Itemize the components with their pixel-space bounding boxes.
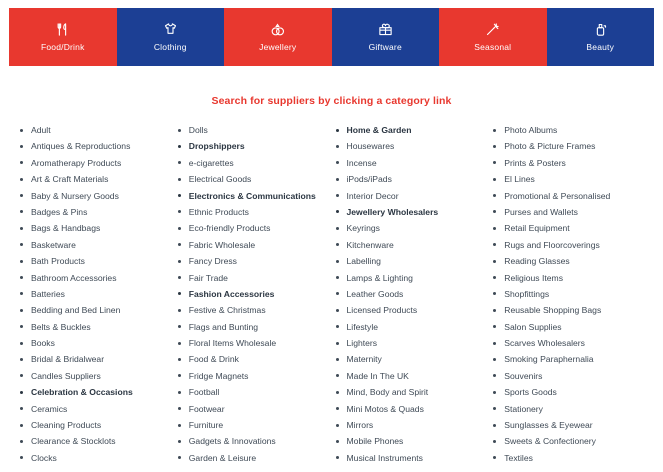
list-item[interactable]: Reading Glasses [491, 256, 649, 266]
list-item[interactable]: Rugs and Floorcoverings [491, 240, 649, 250]
list-item[interactable]: Mirrors [334, 420, 492, 430]
link-column-4 [491, 125, 649, 469]
list-item[interactable]: Floral Items Wholesale [176, 338, 334, 348]
category-tile-beauty[interactable] [547, 8, 655, 66]
page-headline: Search for suppliers by clicking a category link [211, 95, 452, 107]
rings-icon [270, 22, 285, 39]
list-item[interactable]: Festive & Christmas [176, 305, 334, 315]
list-item[interactable]: Promotional & Personalised [491, 191, 649, 201]
category-tile-giftware[interactable] [332, 8, 440, 66]
list-item[interactable]: Prints & Posters [491, 158, 649, 168]
list-item[interactable]: Fridge Magnets [176, 371, 334, 381]
list-item[interactable]: Photo Albums [491, 125, 649, 135]
list-item[interactable]: e-cigarettes [176, 158, 334, 168]
list-item[interactable]: Ethnic Products [176, 207, 334, 217]
list-item[interactable]: Retail Equipment [491, 223, 649, 233]
list-item[interactable]: Garden & Leisure [176, 453, 334, 463]
list-item[interactable]: Salon Supplies [491, 322, 649, 332]
category-label: Clothing [153, 42, 187, 52]
list-item[interactable]: Photo & Picture Frames [491, 141, 649, 151]
list-item[interactable]: Scarves Wholesalers [491, 338, 649, 348]
category-label: Food/Drink [40, 42, 85, 52]
list-item[interactable]: Interior Decor [334, 191, 492, 201]
list-item[interactable]: Furniture [176, 420, 334, 430]
list-item[interactable]: Musical Instruments [334, 453, 492, 463]
list-item[interactable]: Food & Drink [176, 354, 334, 364]
link-list [176, 125, 334, 463]
list-item[interactable]: Fabric Wholesale [176, 240, 334, 250]
list-item[interactable]: Housewares [334, 141, 492, 151]
list-item[interactable]: Electronics & Communications [176, 191, 334, 201]
list-item[interactable]: Shopfittings [491, 289, 649, 299]
list-item[interactable]: Football [176, 387, 334, 397]
list-item[interactable]: Reusable Shopping Bags [491, 305, 649, 315]
category-link-columns [0, 125, 663, 469]
list-item[interactable]: Mini Motos & Quads [334, 404, 492, 414]
list-item[interactable]: Keyrings [334, 223, 492, 233]
list-item[interactable]: Bath Products [18, 256, 176, 266]
list-item[interactable]: Maternity [334, 354, 492, 364]
perfume-icon [593, 22, 608, 39]
list-item[interactable]: Belts & Buckles [18, 322, 176, 332]
list-item[interactable]: Gadgets & Innovations [176, 436, 334, 446]
list-item[interactable]: Aromatherapy Products [18, 158, 176, 168]
list-item[interactable]: Dolls [176, 125, 334, 135]
sparkler-icon [485, 22, 500, 39]
category-tile-clothing[interactable] [117, 8, 225, 66]
list-item[interactable]: Bags & Handbags [18, 223, 176, 233]
list-item[interactable]: Incense [334, 158, 492, 168]
list-item[interactable]: Footwear [176, 404, 334, 414]
list-item[interactable]: Smoking Paraphernalia [491, 354, 649, 364]
category-label: Giftware [368, 42, 402, 52]
category-tile-food-drink[interactable] [9, 8, 117, 66]
list-item[interactable]: iPods/iPads [334, 174, 492, 184]
list-item[interactable]: Bedding and Bed Linen [18, 305, 176, 315]
link-column-3 [334, 125, 492, 469]
list-item[interactable]: Leather Goods [334, 289, 492, 299]
list-item[interactable]: Lamps & Lighting [334, 273, 492, 283]
list-item[interactable]: Sweets & Confectionery [491, 436, 649, 446]
list-item[interactable]: Eco-friendly Products [176, 223, 334, 233]
list-item[interactable]: Sports Goods [491, 387, 649, 397]
list-item[interactable]: Fancy Dress [176, 256, 334, 266]
list-item[interactable]: Kitchenware [334, 240, 492, 250]
list-item[interactable]: Lifestyle [334, 322, 492, 332]
gift-icon [378, 22, 393, 39]
list-item[interactable]: Labelling [334, 256, 492, 266]
list-item[interactable]: Mind, Body and Spirit [334, 387, 492, 397]
list-item[interactable]: Made In The UK [334, 371, 492, 381]
list-item[interactable]: Celebration & Occasions [18, 387, 176, 397]
list-item[interactable]: Clocks [18, 453, 176, 463]
tshirt-icon [163, 22, 178, 39]
list-item[interactable]: Badges & Pins [18, 207, 176, 217]
list-item[interactable]: Fashion Accessories [176, 289, 334, 299]
list-item[interactable]: Jewellery Wholesalers [334, 207, 492, 217]
list-item[interactable]: Baby & Nursery Goods [18, 191, 176, 201]
list-item[interactable]: Bathroom Accessories [18, 273, 176, 283]
cutlery-icon [55, 22, 70, 39]
list-item[interactable]: Home & Garden [334, 125, 492, 135]
list-item[interactable]: Sunglasses & Eyewear [491, 420, 649, 430]
list-item[interactable]: Bridal & Bridalwear [18, 354, 176, 364]
list-item[interactable]: Antiques & Reproductions [18, 141, 176, 151]
list-item[interactable]: Ceramics [18, 404, 176, 414]
list-item[interactable]: Dropshippers [176, 141, 334, 151]
list-item[interactable]: Stationery [491, 404, 649, 414]
list-item[interactable]: Books [18, 338, 176, 348]
list-item[interactable]: Lighters [334, 338, 492, 348]
category-label: Beauty [586, 42, 615, 52]
category-label: Seasonal [474, 42, 512, 52]
list-item[interactable]: Cleaning Products [18, 420, 176, 430]
list-item[interactable]: Adult [18, 125, 176, 135]
list-item[interactable]: Art & Craft Materials [18, 174, 176, 184]
link-list [18, 125, 176, 463]
category-tile-seasonal[interactable] [439, 8, 547, 66]
list-item[interactable]: Religious Items [491, 273, 649, 283]
link-column-2 [176, 125, 334, 469]
link-list [334, 125, 492, 463]
list-item[interactable]: Mobile Phones [334, 436, 492, 446]
list-item[interactable]: El Lines [491, 174, 649, 184]
list-item[interactable]: Batteries [18, 289, 176, 299]
list-item[interactable]: Electrical Goods [176, 174, 334, 184]
list-item[interactable]: Fair Trade [176, 273, 334, 283]
link-column-1 [18, 125, 176, 469]
list-item[interactable]: Purses and Wallets [491, 207, 649, 217]
list-item[interactable]: Clearance & Stocklots [18, 436, 176, 446]
list-item[interactable]: Candles Suppliers [18, 371, 176, 381]
category-tile-jewellery[interactable] [224, 8, 332, 66]
category-label: Jewellery [259, 42, 297, 52]
list-item[interactable]: Licensed Products [334, 305, 492, 315]
category-nav [9, 8, 654, 66]
list-item[interactable]: Flags and Bunting [176, 322, 334, 332]
link-list [491, 125, 649, 463]
list-item[interactable]: Textiles [491, 453, 649, 463]
list-item[interactable]: Basketware [18, 240, 176, 250]
list-item[interactable]: Souvenirs [491, 371, 649, 381]
page-root [0, 8, 663, 472]
